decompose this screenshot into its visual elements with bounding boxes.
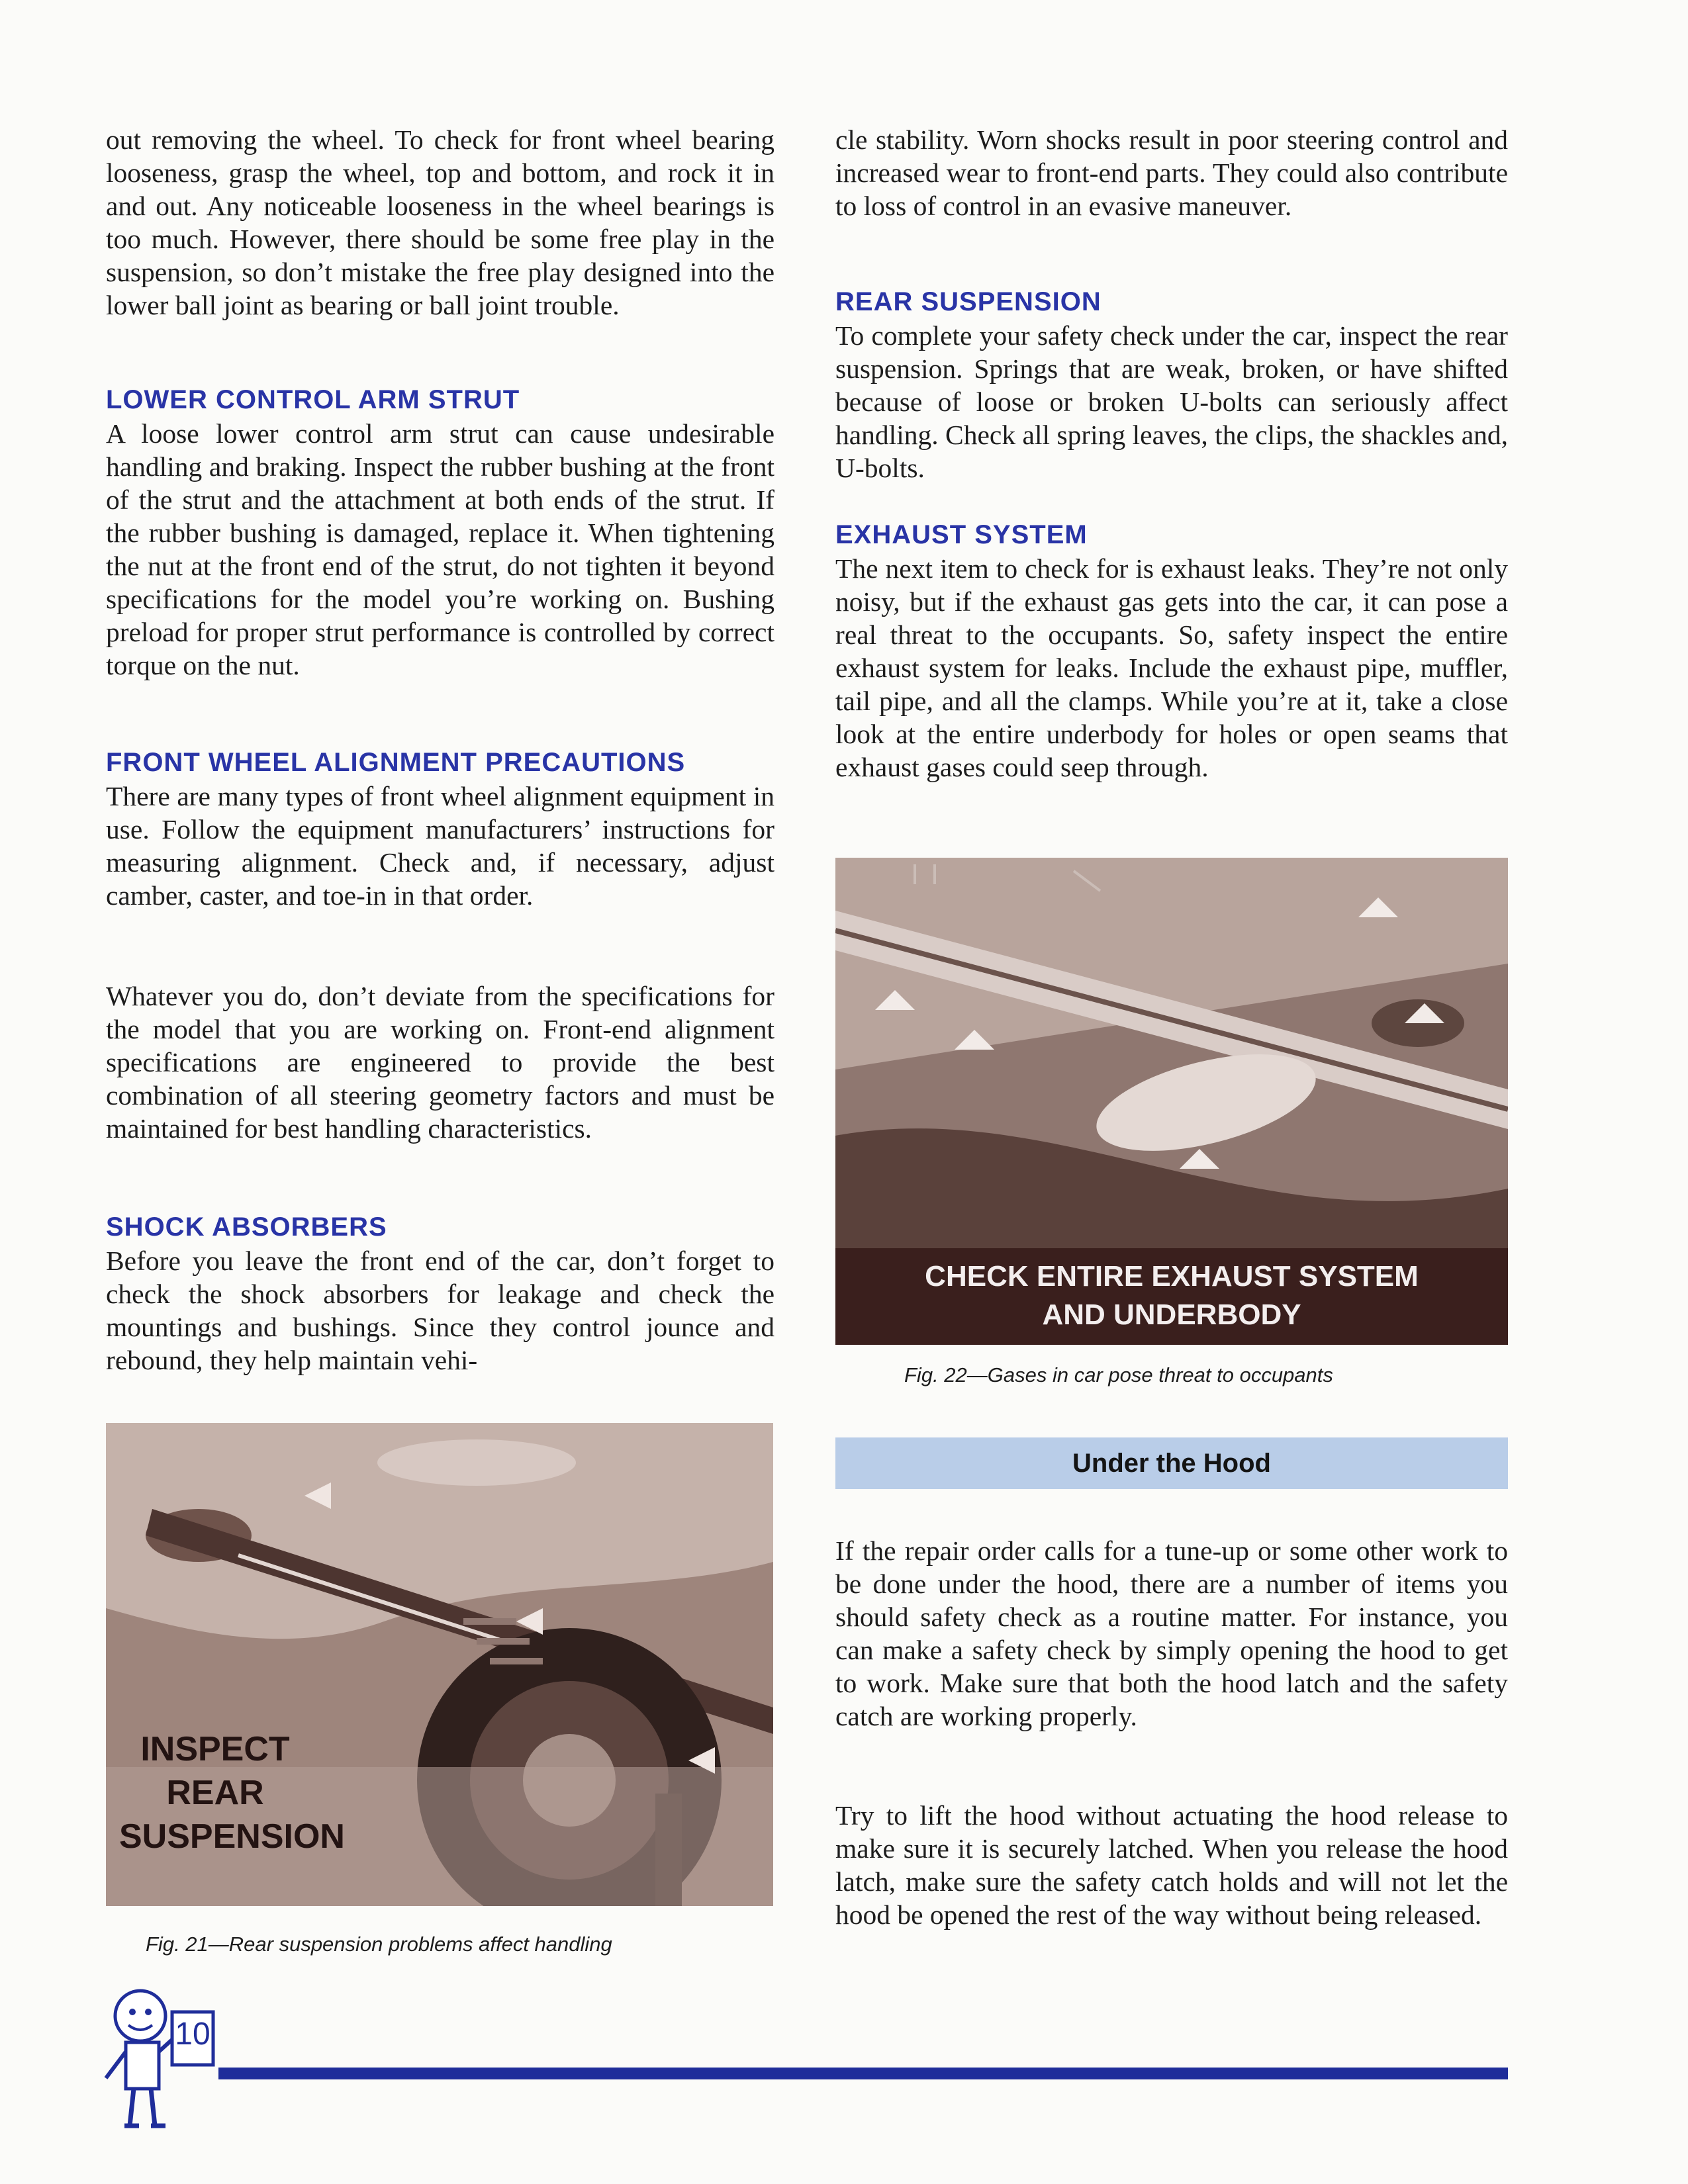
overlay-inspect: INSPECT [140,1730,290,1768]
figure-21-overlay [119,1727,345,1858]
mascot-icon [99,1979,218,2138]
figure-22-caption: Fig. 22—Gases in car pose threat to occupants [904,1363,1333,1387]
footer-rule [218,2068,1508,2079]
figure-21-photo [106,1423,773,1906]
paragraph-strut: A loose lower control arm strut can cause undesirable handling and braking. Inspect the rubber bushing at the front of the strut and the attachment at both ends of the strut. If the rubber bushing is damaged, replace it. When tightening the nut at the front end of the strut, do not tighten it beyond specifications for the model you’re working on. Bushing preload for proper strut performance is controlled by correct torque on the nut. [106,418,774,680]
paragraph-alignment-1: There are many types of front wheel alignment equipment in use. Follow the equipment manufacturers’ instructions for measuring alignment. Check and, if necessary, adjust camber, caster, and toe-in in that order. [106,781,774,911]
page-number: 10 [175,2017,211,2052]
paragraph-exhaust: The next item to check for is exhaust leaks. They’re not only noisy, but if the exhaust gas gets into the car, it can pose a real threat to the occupants. So, safety inspect the entire exhaust system for leaks. Include the exhaust pipe, muffler, tail pipe, and all the clamps. While you’re at it, take a close look at the entire underbody for holes or open seams that exhaust gases could seep through. [835,553,1508,782]
overlay-rear: REAR [166,1774,264,1812]
heading-rear-suspension: REAR SUSPENSION [835,287,1102,316]
paragraph-shocks: Before you leave the front end of the car, don’t forget to check the shock absorbers for leakage and check the mountings and bushings. Since they control jounce and rebound, they help maintain vehi- [106,1246,774,1375]
overlay-suspension: SUSPENSION [119,1817,345,1856]
paragraph-shocks-continued: cle stability. Worn shocks result in poor steering control and increased wear to front-end parts. They could also contribute to loss of control in an evasive maneuver. [835,124,1508,221]
figure-22-banner [835,1248,1508,1345]
heading-exhaust-system: EXHAUST SYSTEM [835,520,1088,549]
heading-shock-absorbers: SHOCK ABSORBERS [106,1212,387,1242]
banner-line-2: AND UNDERBODY [1042,1298,1301,1331]
paragraph-alignment-2: Whatever you do, don’t deviate from the specifications for the model that you are working on. Front-end alignment specifications are engineered to provide the best combination of all steering geometry factors and must be maintained for best handling characteristics. [106,981,774,1144]
paragraph-wheel-bearing: out removing the wheel. To check for front wheel bearing looseness, grasp the wheel, top and bottom, and rock it in and out. Any noticeable looseness in the wheel bearings is too much. However, there should be some free play in the suspension, so don’t mistake the free play designed into the lower ball joint as bearing or ball joint trouble. [106,124,774,320]
paragraph-hood-2: Try to lift the hood without actuating the hood release to make sure it is securely latched. When you release the hood latch, make sure the safety catch holds and will not let the hood be opened the rest of the way without being released. [835,1800,1508,1930]
figure-22-photo [835,858,1508,1345]
section-bar-under-the-hood: Under the Hood [835,1437,1508,1489]
figure-21-caption: Fig. 21—Rear suspension problems affect handling [146,1933,612,1956]
heading-front-wheel-alignment: FRONT WHEEL ALIGNMENT PRECAUTIONS [106,748,686,777]
exhaust-photo-illustration [835,858,1508,1248]
paragraph-rear-suspension: To complete your safety check under the car, inspect the rear suspension. Springs that are weak, broken, or have shifted because of loose or broken U-bolts can seriously affect handling. Check all spring leaves, the clips, the shackles and, U-bolts. [835,320,1508,483]
banner-line-1: CHECK ENTIRE EXHAUST SYSTEM [925,1260,1419,1293]
heading-lower-control-arm-strut: LOWER CONTROL ARM STRUT [106,385,520,414]
paragraph-hood-1: If the repair order calls for a tune-up or some other work to be done under the hood, there are a number of items you should safety check as a routine matter. For instance, you can make a safety check by simply opening the hood to get to work. Make sure that both the hood latch and the safety catch are working properly. [835,1535,1508,1731]
